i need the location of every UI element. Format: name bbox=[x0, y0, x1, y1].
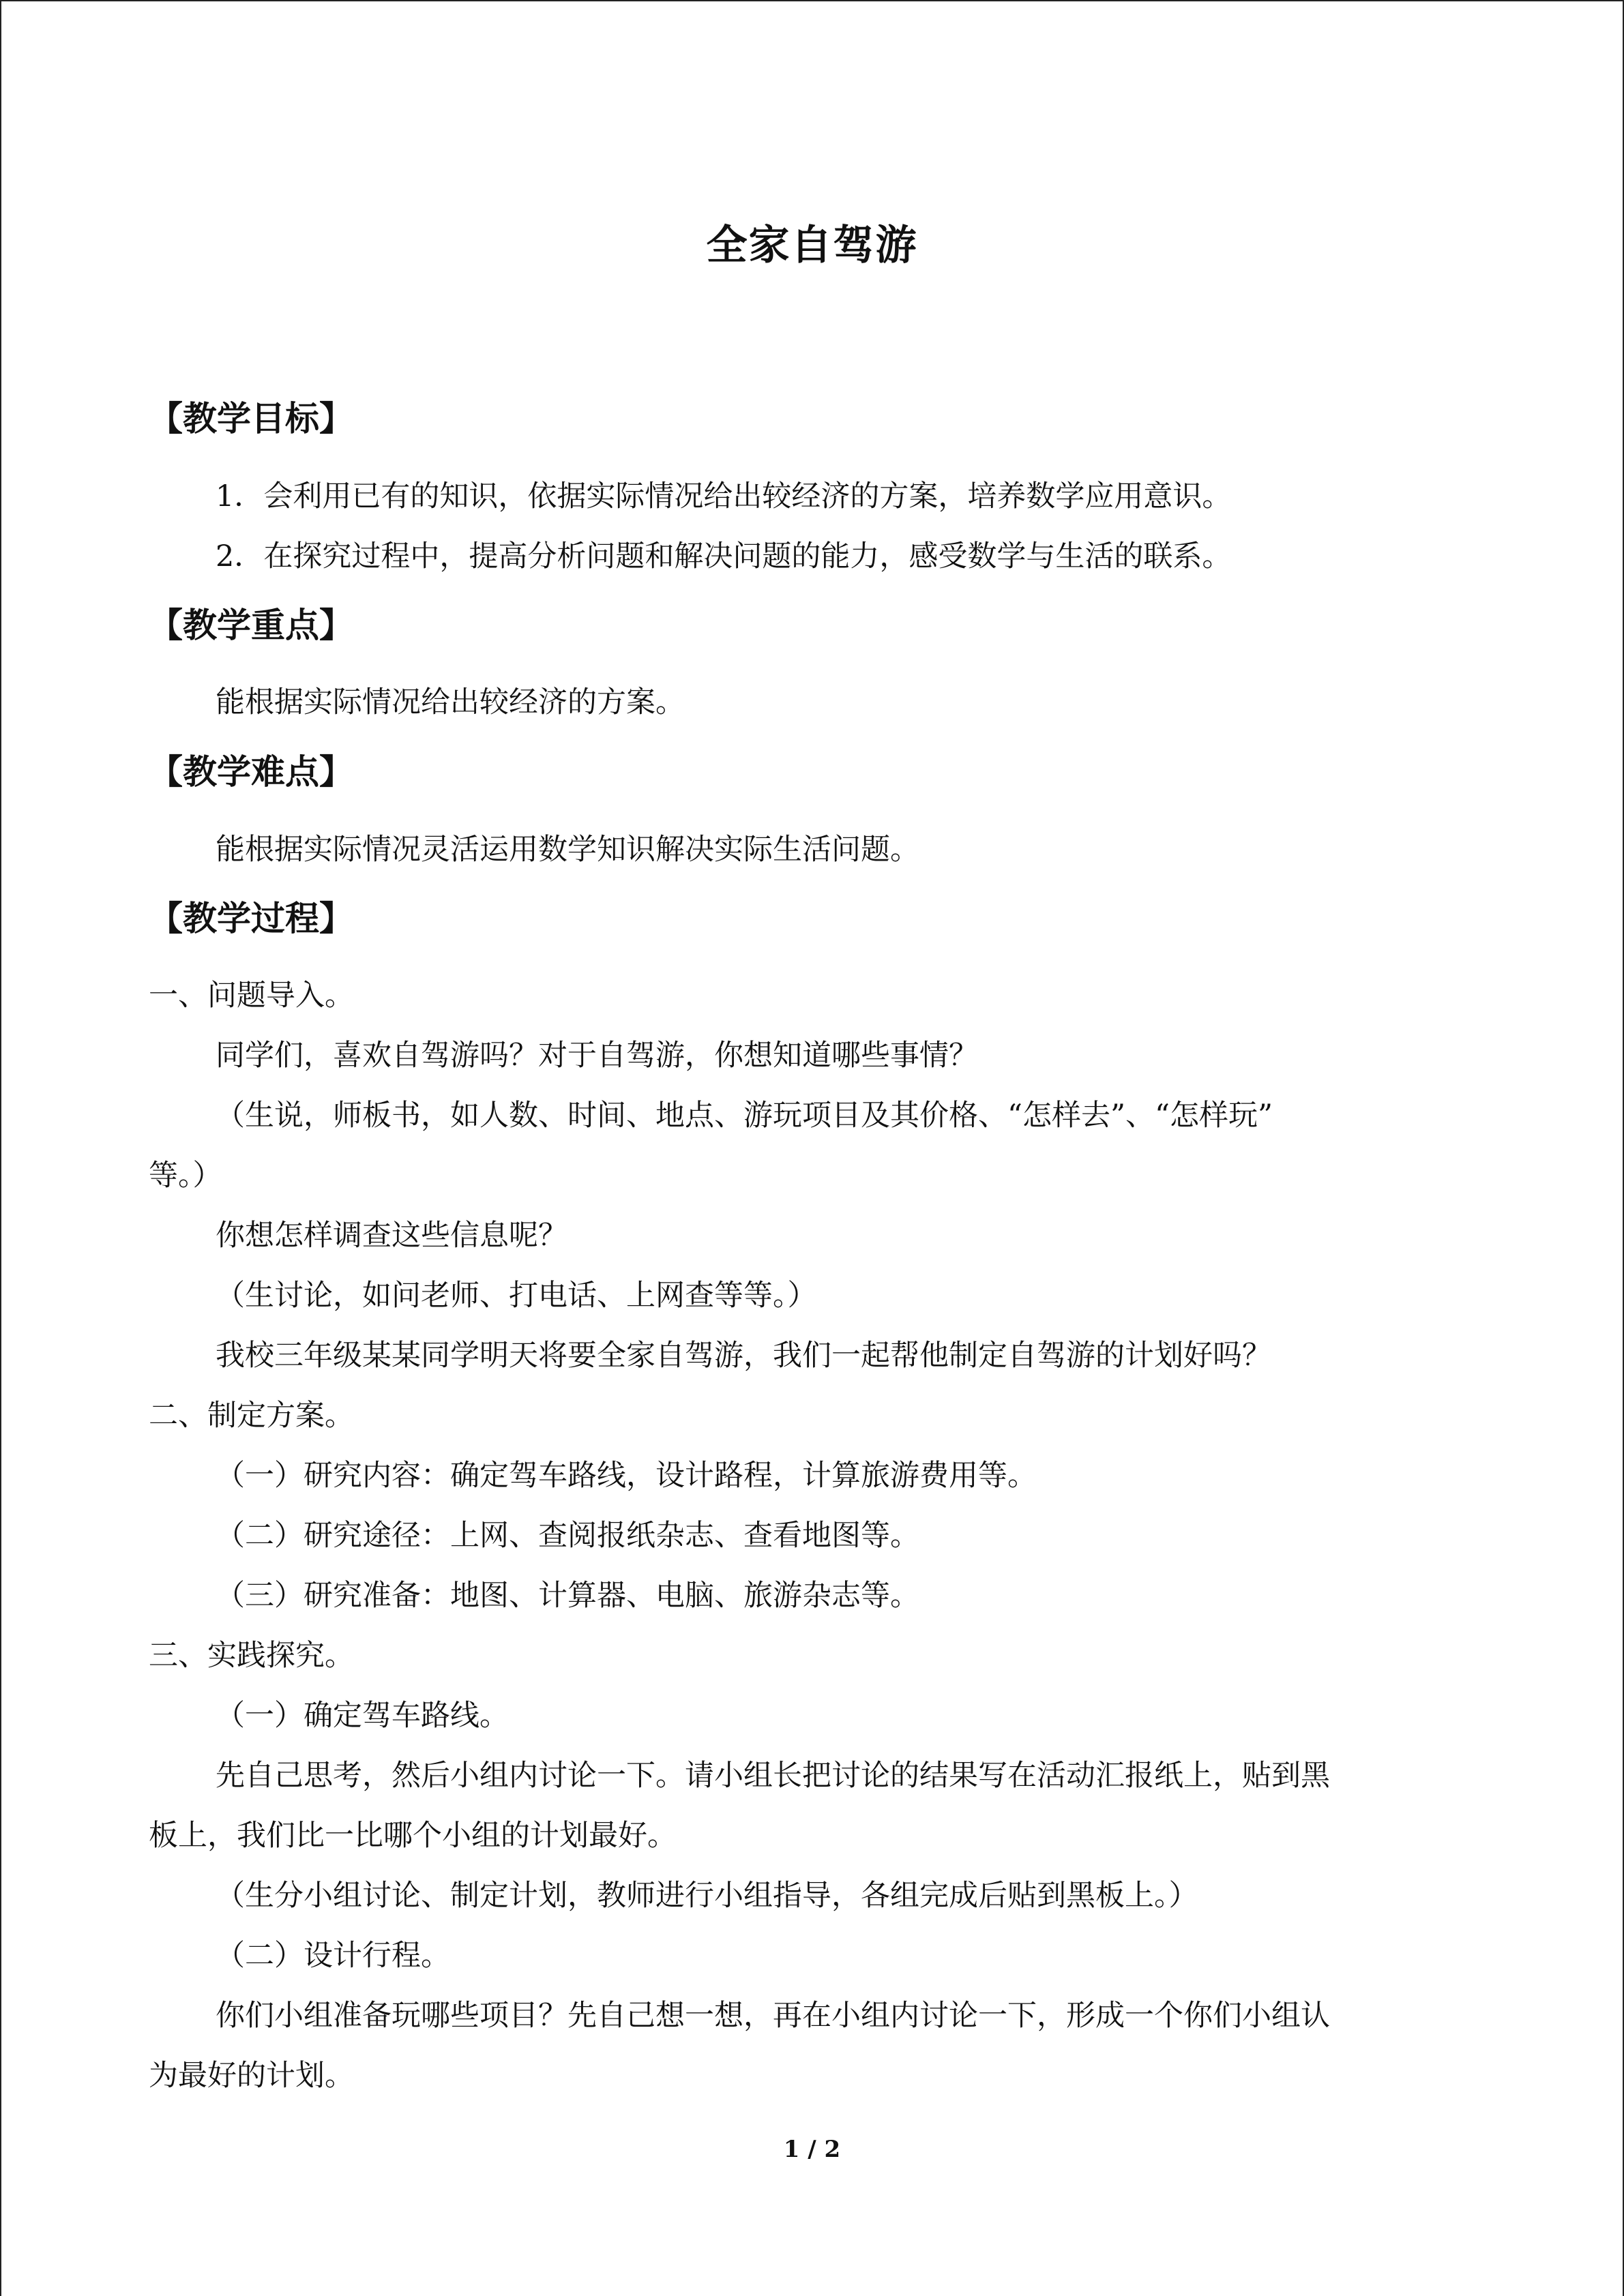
process-line: 三、实践探究。 bbox=[149, 1639, 354, 1673]
heading-teaching-process: 【教学过程】 bbox=[149, 899, 353, 938]
process-line: 我校三年级某某同学明天将要全家自驾游，我们一起帮他制定自驾游的计划好吗？ bbox=[216, 1339, 1271, 1373]
process-line: （二）设计行程。 bbox=[216, 1939, 450, 1973]
process-line: 你想怎样调查这些信息呢？ bbox=[216, 1219, 567, 1253]
process-line: 为最好的计划。 bbox=[149, 2059, 354, 2093]
document-title: 全家自驾游 bbox=[706, 222, 918, 269]
process-line: 等。） bbox=[149, 1159, 222, 1193]
process-line: 先自己思考，然后小组内讨论一下。请小组长把讨论的结果写在活动汇报纸上，贴到黑 bbox=[216, 1759, 1330, 1793]
process-line: （生说，师板书，如人数、时间、地点、游玩项目及其价格、“怎样去”、“怎样玩” bbox=[216, 1099, 1273, 1133]
goal-item: 1．会利用已有的知识，依据实际情况给出较经济的方案，培养数学应用意识。 bbox=[216, 479, 1232, 513]
heading-key-points: 【教学重点】 bbox=[149, 606, 353, 645]
heading-teaching-goals: 【教学目标】 bbox=[149, 399, 353, 438]
process-line: （二）研究途径：上网、查阅报纸杂志、查看地图等。 bbox=[216, 1519, 919, 1553]
process-line: （三）研究准备：地图、计算器、电脑、旅游杂志等。 bbox=[216, 1579, 919, 1613]
process-line: （生分小组讨论、制定计划，教师进行小组指导，各组完成后贴到黑板上。） bbox=[216, 1879, 1198, 1913]
difficulties-text: 能根据实际情况灵活运用数学知识解决实际生活问题。 bbox=[216, 833, 919, 867]
process-line: 二、制定方案。 bbox=[149, 1399, 354, 1433]
key-points-text: 能根据实际情况给出较经济的方案。 bbox=[216, 685, 685, 719]
process-line: 同学们，喜欢自驾游吗？对于自驾游，你想知道哪些事情？ bbox=[216, 1039, 978, 1073]
goal-item: 2．在探究过程中，提高分析问题和解决问题的能力，感受数学与生活的联系。 bbox=[216, 539, 1232, 573]
process-line: （一）研究内容：确定驾车路线，设计路程，计算旅游费用等。 bbox=[216, 1459, 1037, 1493]
process-line: 一、问题导入。 bbox=[149, 979, 354, 1013]
process-line: 板上，我们比一比哪个小组的计划最好。 bbox=[149, 1819, 677, 1853]
heading-difficulties: 【教学难点】 bbox=[149, 752, 353, 792]
process-line: （一）确定驾车路线。 bbox=[216, 1699, 509, 1733]
page-number: 1 / 2 bbox=[783, 2136, 841, 2163]
process-line: 你们小组准备玩哪些项目？先自己想一想，再在小组内讨论一下，形成一个你们小组认 bbox=[216, 1999, 1330, 2033]
process-line: （生讨论，如问老师、打电话、上网查等等。） bbox=[216, 1279, 817, 1313]
